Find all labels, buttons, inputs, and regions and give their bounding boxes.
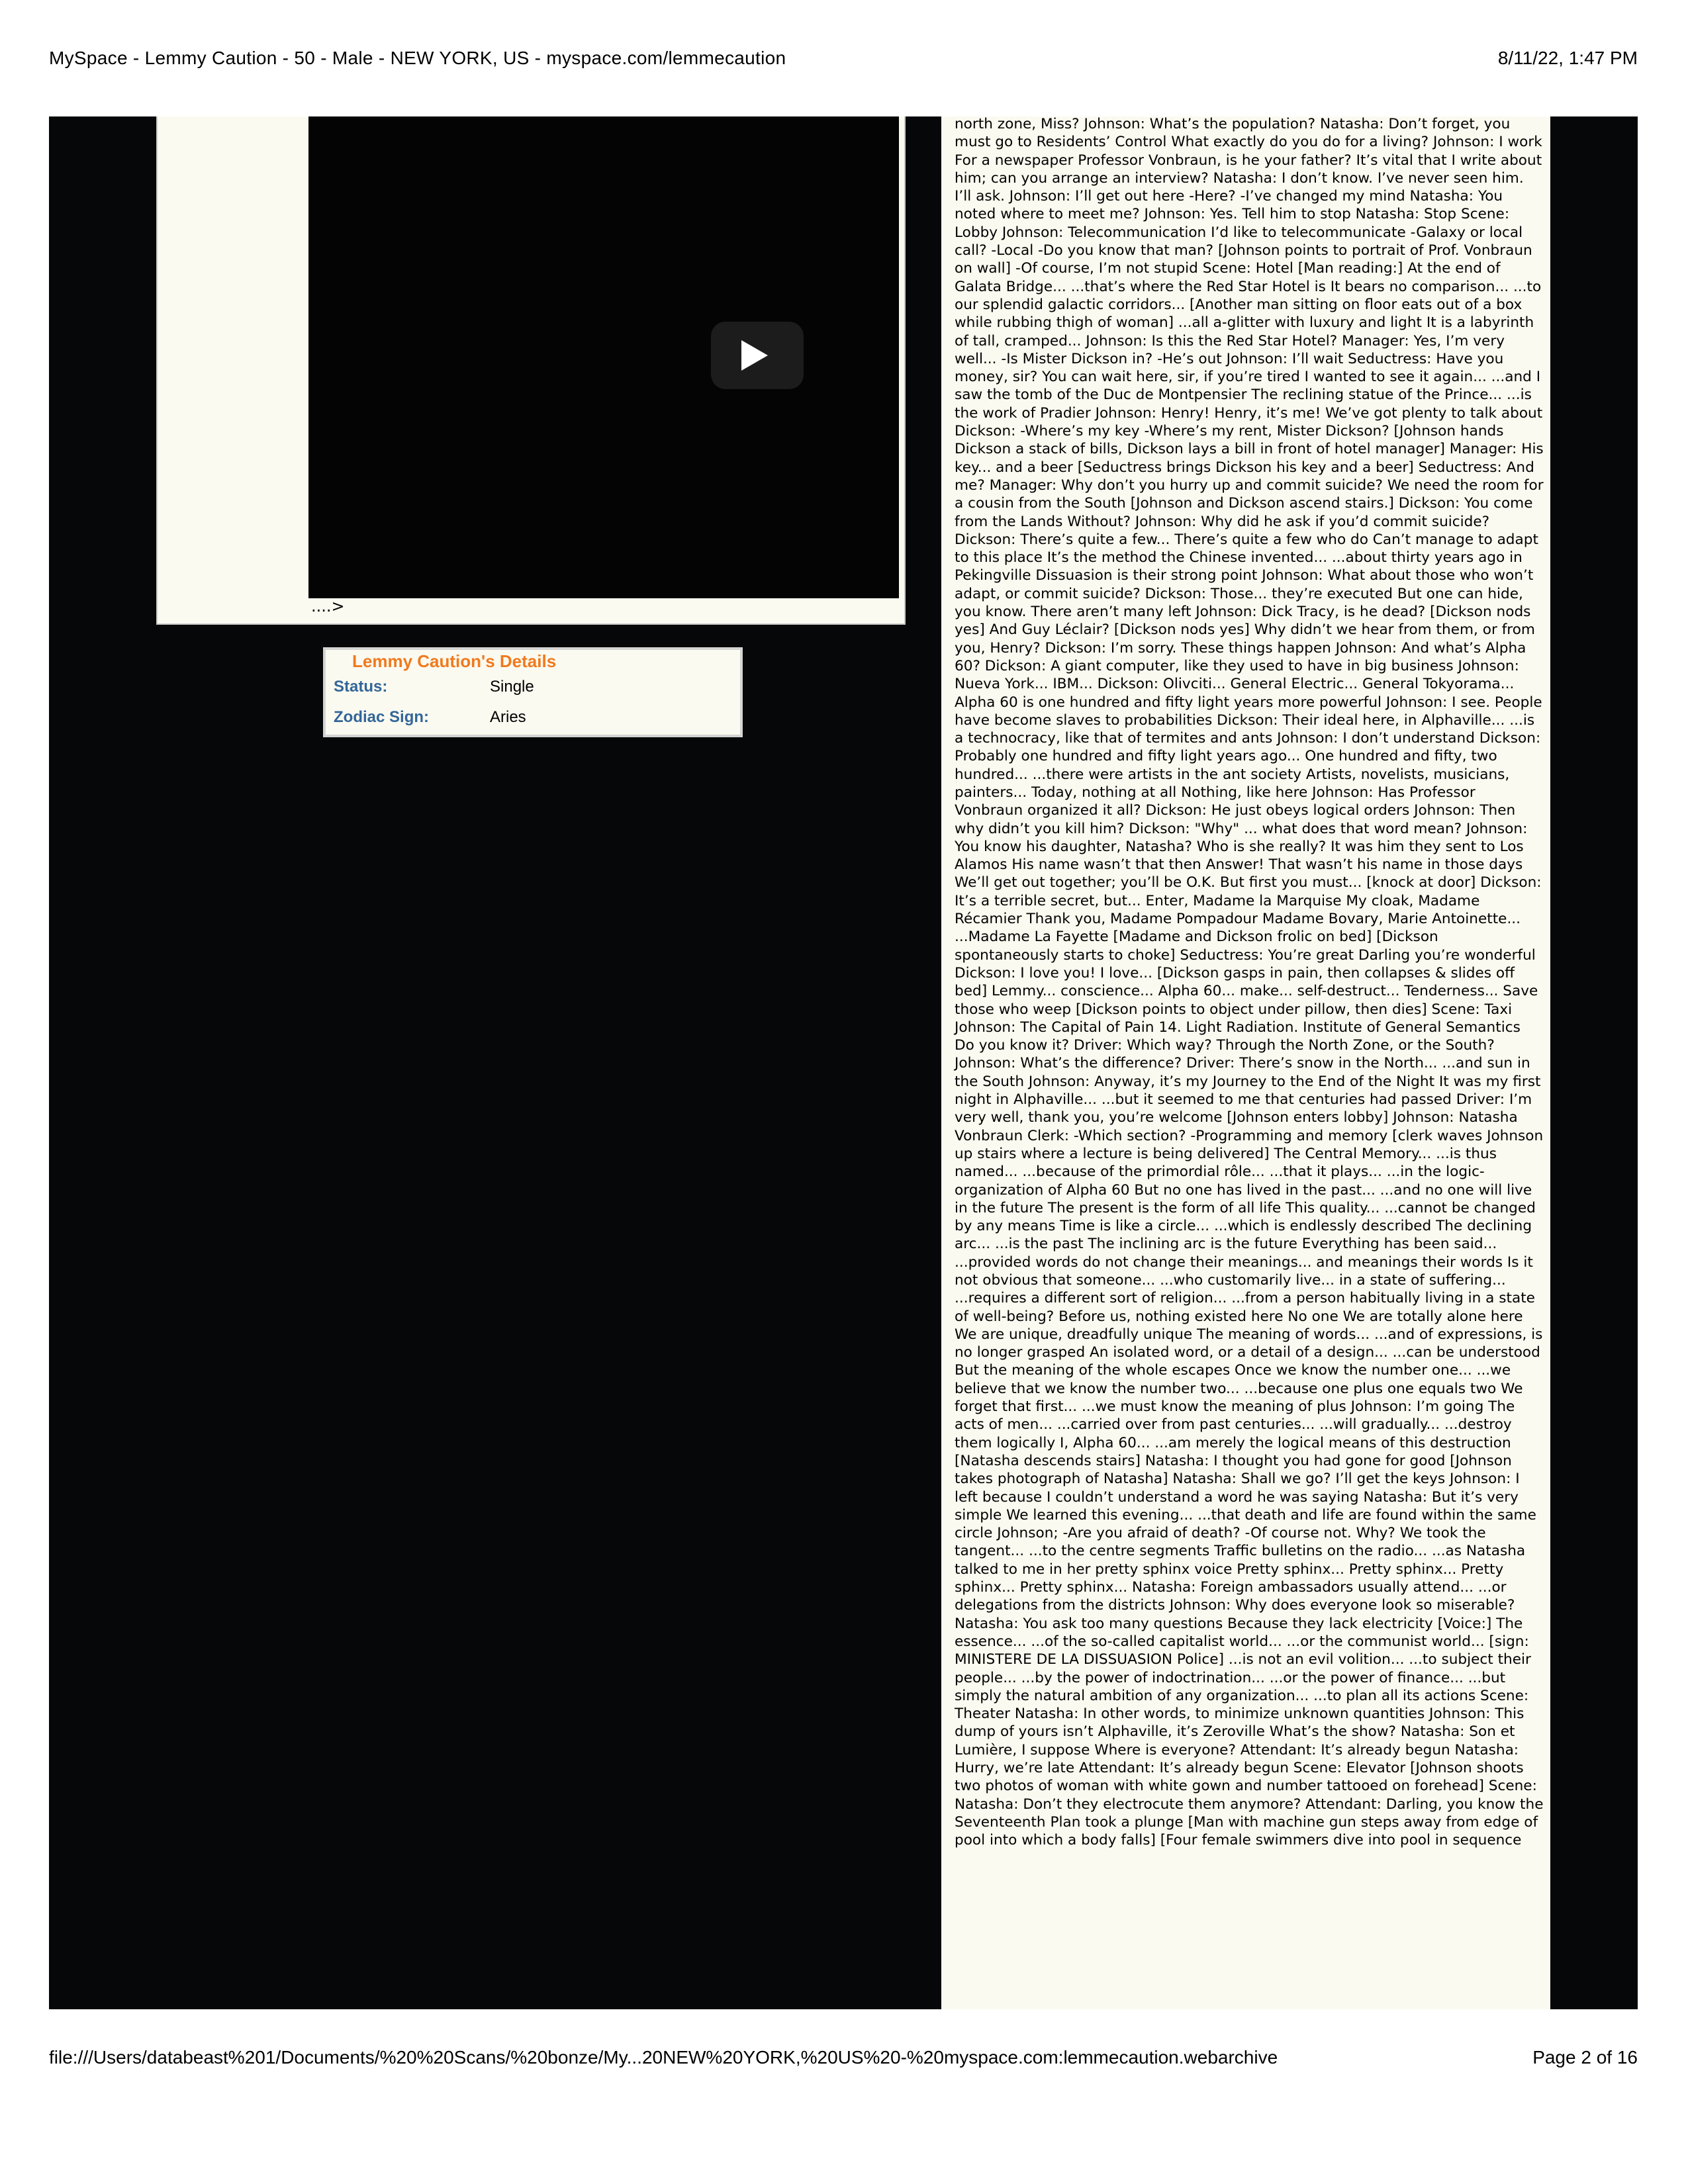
more-link[interactable]: ....> <box>311 597 345 615</box>
play-icon <box>741 340 768 371</box>
video-player[interactable] <box>308 116 899 598</box>
print-page-title: MySpace - Lemmy Caution - 50 - Male - NEW YORK, US - myspace.com/lemmecaution <box>49 48 786 68</box>
print-timestamp: 8/11/22, 1:47 PM <box>1497 48 1638 68</box>
details-label: Zodiac Sign: <box>334 708 429 726</box>
blog-panel <box>941 116 1550 2009</box>
details-value: Aries <box>490 708 526 726</box>
details-value: Single <box>490 678 534 696</box>
details-label: Status: <box>334 678 388 696</box>
video-panel <box>156 116 906 625</box>
print-file-path: file:///Users/databeast%201/Documents/%20%20Scans/%20bonze/My...20NEW%20YORK,%20US%20-%20myspace.com:lemmecaution.webarchive <box>49 2047 1278 2068</box>
print-page-indicator: Page 2 of 16 <box>1532 2047 1638 2068</box>
details-box <box>323 647 743 737</box>
play-button[interactable] <box>711 322 804 389</box>
blog-body-text: north zone, Miss? Johnson: What’s the population? Natasha: Don’t forget, you must go to Residents’ Control What exactly do you do for a living? Johnson: I work For a newspaper Professor Vonbraun, is he your father? It’s vital that I write about him; can you arrange an interview? Natasha: I don’t know. I’ve never seen him. I’ll ask. Johnson: I’ll get out here -Here? -I’ve changed my mind Natasha: You noted where to meet me? Johnson: Yes. Tell him to stop Natasha: Stop Scene: Lobby Johnson: Telecommunication I’d like to telecommunicate -Galaxy or local call? -Local -Do you know that man? [Johnson points to portrait of Prof. Vonbraun on wall] -Of course, I’m not stupid Scene: Hotel [Man reading:] At the end of Galata Bridge... ...that’s where the Red Star Hotel is It bears no comparison... ...to our splendid galactic corridors... [Another man sitting on floor eats out of a box while rubbing thigh of woman] ...all a-glitter with luxury and light It is a labyrinth of tall, cramped... Johnson: Is this the Red Star Hotel? Manager: Yes, I’m very well... -Is Mister Dickson in? -He’s out Johnson: I’ll wait Seductress: Have you money, sir? You can wait here, sir, if you’re tired I wanted to see it again... ...and I saw the tomb of the Duc de Montpensier The reclining statue of the Prince... ...is the work of Pradier Johnson: Henry! Henry, it’s me! We’ve got plenty to talk about Dickson: -Where’s my key -Where’s my rent, Mister Dickson? [Johnson hands Dickson a stack of bills, Dickson lays a bill in front of hotel manager] Manager: His key... and a beer [Seductress brings Dickson his key and a beer] Seductress: And me? Manager: Why don’t you hurry up and commit suicide? We need the room for a cousin from the South [Johnson and Dickson ascend stairs.] Dickson: You come from the Lands Without? Johnson: Why did he ask if you’d commit suicide? Dickson: There’s quite a few... There’s quite a few who do Can’t manage to adapt to this place It’s the method the Chinese invented... ...about thirty years ago in Pekingville Dissuasion is their strong point Johnson: What about those who won’t adapt, or commit suicide? Dickson: Those... they’re executed But one can hide, you know. There aren’t many left Johnson: Dick Tracy, is he dead? [Dickson nods yes] And Guy Léclair? [Dickson nods yes] Why didn’t we hear from them, or from you, Henry? Dickson: I’m sorry. These things happen Johnson: And what’s Alpha 60? Dickson: A giant computer, like they used to have in big business Johnson: Nueva York... IBM... Dickson: Olivciti... General Electric... General Tokyorama... Alpha 60 is one hundred and fifty light years more powerful Johnson: I see. People have become slaves to probabilities Dickson: Their ideal here, in Alphaville... ...is a technocracy, like that of termites and ants Johnson: I don’t understand Dickson: Probably one hundred and fifty light years ago... One hundred and fifty, two hundred... ...there were artists in the ant society Artists, novelists, musicians, painters... Today, nothing at all Nothing, like here Johnson: Has Professor Vonbraun organized it all? Dickson: He just obeys logical orders Johnson: Then why didn’t you kill him? Dickson: "Why" ... what does that word mean? Johnson: You know his daughter, Natasha? Who is she really? It was him they sent to Los Alamos His name wasn’t that then Answer! That wasn’t his name in those days We’ll get out together; you’ll be O.K. But first you must... [knock at door] Dickson: It’s a terrible secret, but... Enter, Madame la Marquise My cloak, Madame Récamier Thank you, Madame Pompadour Madame Bovary, Marie Antoinette... ...Madame La Fayette [Madame and Dickson frolic on bed] [Dickson spontaneously starts to choke] Seductress: You’re great Darling you’re wonderful Dickson: I love you! I love... [Dickson gasps in pain, then collapses & slides off bed] Lemmy... conscience... Alpha 60... make... self-destruct... Tenderness... Save those who weep [Dickson points to object under pillow, then dies] Scene: Taxi Johnson: The Capital of Pain 14. Light Radiation. Institute of General Semantics Do you know it? Driver: Which way? Through the North Zone, or the South? Johnson: What’s the difference? Driver: There’s snow in the North... ...and sun in the South Johnson: Anyway, it’s my Journey to the End of the Night It was my first night in Alphaville... ...but it seemed to me that centuries had passed Driver: I’m very well, thank you, you’re welcome [Johnson enters lobby] Johnson: Natasha Vonbraun Clerk: -Which section? -Programming and memory [clerk waves Johnson up stairs where a lecture is being delivered] The Central Memory... ...is thus named... ...because of the primordial rôle... ...that it plays... ...in the logic-organization of Alpha 60 But no one has lived in the past... ...and no one will live in the future The present is the form of all life This quality... ...cannot be changed by any means Time is like a circle... ...which is endlessly described The declining arc... ...is the past The inclining arc is the future Everything has been said... ...provided words do not change their meanings... and meanings their words Is it not obvious that someone... ...who customarily live... in a state of suffering... ...requires a different sort of religion... ...from a person habitually living in a state of well-being? Before us, nothing existed here No one We are totally alone here We are unique, dreadfully unique The meaning of words... ...and of expressions, is no longer grasped An isolated word, or a detail of a design... ...can be understood But the meaning of the whole escapes Once we know the number one... ...we believe that we know the number two... ...because one plus one equals two We forget that first... ...we must know the meaning of plus Johnson: I’m going The acts of men... ...carried over from past centuries... ...will gradually... ...destroy them logically I, Alpha 60... ...am merely the logical means of this destruction [Natasha descends stairs] Natasha: I thought you had gone for good [Johnson takes photograph of Natasha] Natasha: Shall we go? I’ll get the keys Johnson: I left because I couldn’t understand a word he was saying Natasha: But it’s very simple We learned this evening... ...that death and life are found within the same circle Johnson; -Are you afraid of death? -Of course not. Why? We took the tangent... ...to the centre segments Traffic bulletins on the radio... ...as Natasha talked to me in her pretty sphinx voice Pretty sphinx... Pretty sphinx... Pretty sphinx... Pretty sphinx... Natasha: Foreign ambassadors usually attend... ...or delegations from the districts Johnson: Why does everyone look so miserable? Natasha: You ask too many questions Because they lack electricity [Voice:] The essence... ...of the so-called capitalist world... ...or the communist world... [sign: MINISTERE DE LA DISSUASION Police] ...is not an evil volition... ...to subject their people... ...by the power of indoctrination... ...or the power of finance... ...but simply the natural ambition of any organization... ...to plan all its actions Scene: Theater Natasha: In other words, to minimize unknown quantities Johnson: This dump of yours isn’t Alphaville, it’s Zeroville What’s the show? Natasha: Son et Lumière, I suppose Where is everyone? Attendant: It’s already begun Natasha: Hurry, we’re late Attendant: It’s already begun Scene: Elevator [Johnson shoots two photos of woman with white gown and number tattooed on forehead] Scene: Natasha: Don’t they electrocute them anymore? Attendant: Darling, you know the Seventeenth Plan took a plunge [Man with machine gun steps away from edge of pool into which a body falls] [Four female swimmers dive into pool in sequence <box>955 116 1544 1849</box>
details-title: Lemmy Caution's Details <box>352 651 557 671</box>
